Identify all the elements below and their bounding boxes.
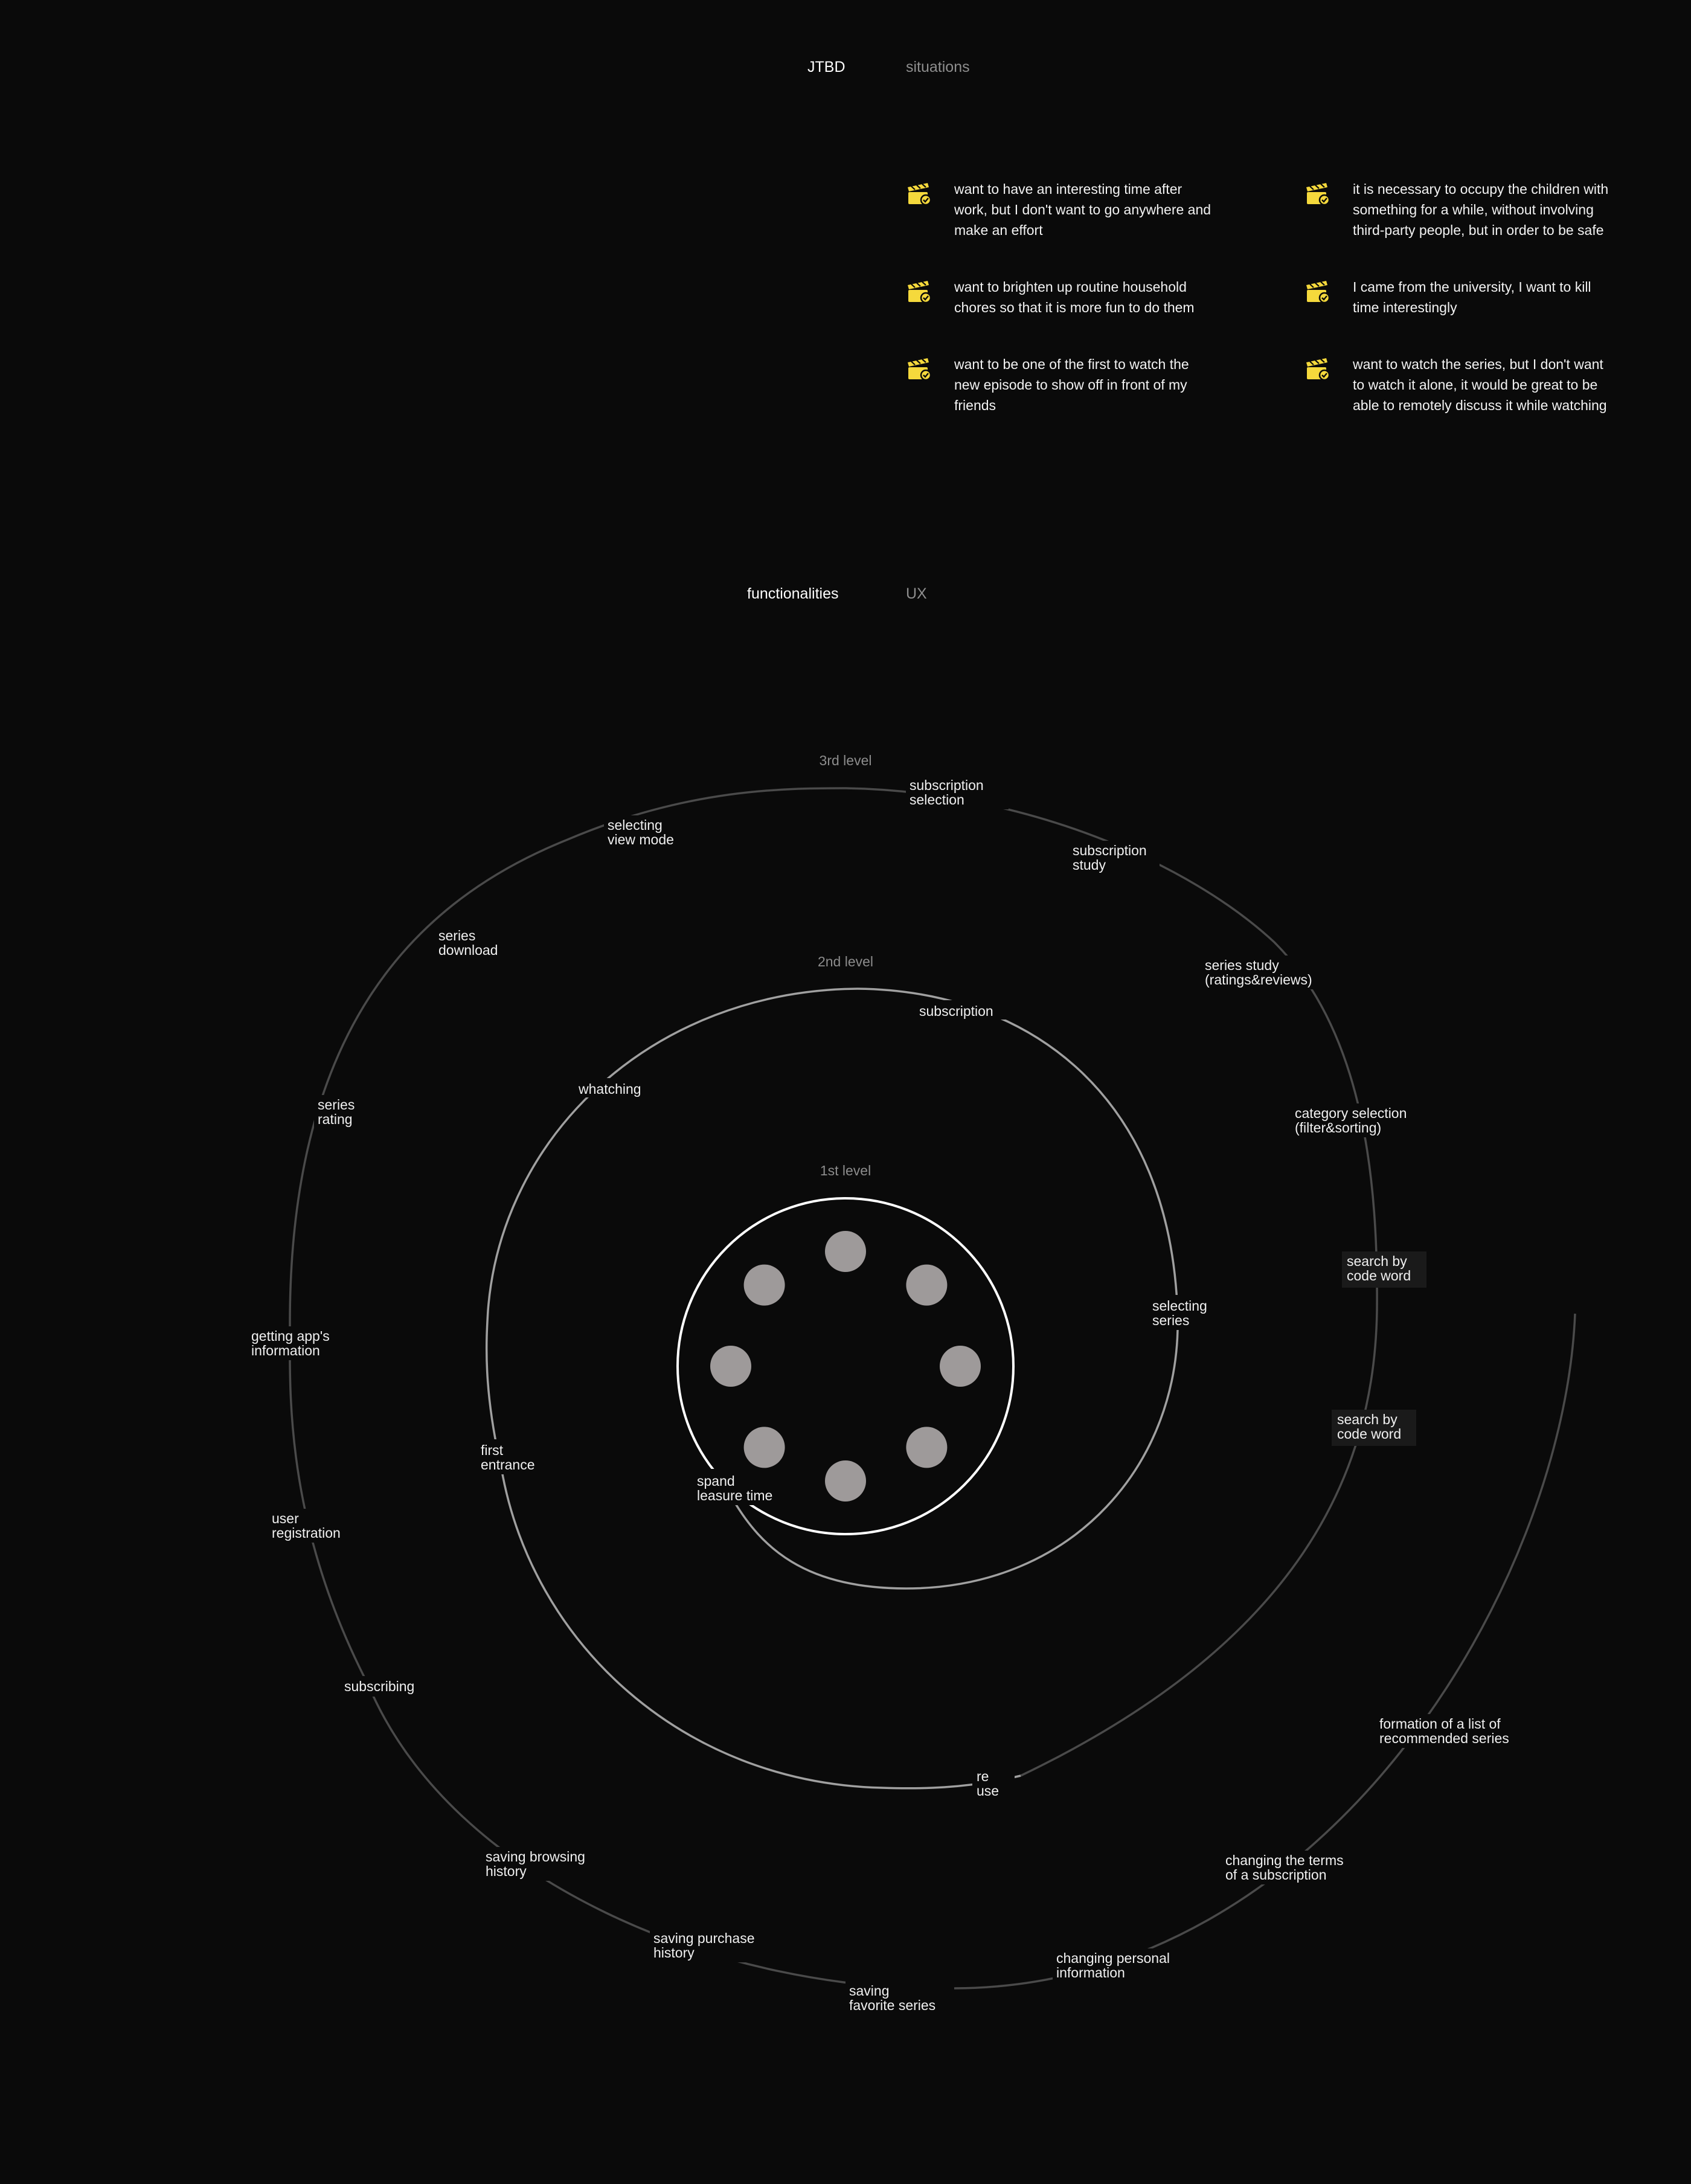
svg-text:recommended series: recommended series [1379, 1730, 1509, 1746]
level2-spiral [487, 989, 1178, 1788]
level3-item [268, 1509, 359, 1543]
svg-text:saving purchase: saving purchase [653, 1930, 755, 1946]
svg-text:selecting: selecting [608, 817, 663, 833]
level1-dot [906, 1265, 947, 1306]
level-title-3: 3rd level [819, 753, 872, 768]
level1-item [695, 1469, 785, 1505]
level1-dot [906, 1427, 947, 1468]
level3-item [846, 1981, 954, 2015]
level2-item [915, 1000, 1008, 1020]
level3-item [1053, 1948, 1186, 1982]
svg-text:spand: spand [697, 1473, 735, 1489]
level3-item [604, 815, 695, 849]
svg-text:first: first [481, 1442, 504, 1458]
level1-dot [825, 1231, 866, 1272]
svg-text:category selection: category selection [1295, 1105, 1407, 1121]
level2-item [575, 1078, 657, 1097]
svg-text:favorite series: favorite series [849, 1997, 936, 2013]
svg-text:selection: selection [910, 792, 964, 808]
svg-text:saving browsing: saving browsing [486, 1849, 585, 1864]
level3-item [650, 1929, 771, 1962]
job-text: want to watch the series, but I don't want to watch it alone, it would be great to be able to remotely discuss it while watching [1353, 356, 1607, 413]
svg-text:subscription: subscription [1073, 843, 1147, 858]
tab-situations[interactable]: situations [906, 59, 970, 75]
level1-dot [710, 1346, 751, 1387]
svg-text:search by: search by [1337, 1412, 1397, 1427]
level1-dot [744, 1427, 785, 1468]
svg-text:download: download [438, 942, 498, 958]
job-text: want to brighten up routine household chores so that it is more fun to do them [954, 279, 1195, 315]
level2-item [1149, 1295, 1215, 1330]
level3-item [1332, 1410, 1416, 1446]
level1-dot [744, 1265, 785, 1306]
svg-text:code word: code word [1347, 1268, 1411, 1283]
svg-text:study: study [1073, 857, 1106, 873]
level3-item [314, 1095, 368, 1129]
svg-text:use: use [977, 1783, 1000, 1799]
svg-text:subscribing: subscribing [344, 1678, 415, 1694]
svg-text:view mode: view mode [608, 832, 674, 847]
svg-text:history: history [486, 1863, 527, 1879]
level-title-1: 1st level [820, 1163, 871, 1178]
level3-item [1376, 1714, 1533, 1748]
svg-text:changing the terms: changing the terms [1225, 1852, 1344, 1868]
level3-item [341, 1676, 431, 1697]
level3-item [1069, 841, 1160, 875]
level3-item [1342, 1251, 1426, 1288]
level-title-2: 2nd level [817, 954, 874, 969]
level3-spiral [290, 788, 1575, 1988]
level3-item [906, 776, 1009, 809]
level3-item [1202, 956, 1335, 989]
svg-text:re: re [977, 1768, 989, 1784]
svg-text:series: series [318, 1097, 355, 1113]
svg-text:search by: search by [1347, 1253, 1407, 1269]
svg-text:history: history [653, 1945, 695, 1961]
svg-text:of a subscription: of a subscription [1225, 1867, 1327, 1883]
tab-functionalities[interactable]: functionalities [747, 585, 839, 602]
job-text: it is necessary to occupy the children with something for a while, without involving third-party people, but in order to be safe [1353, 181, 1609, 238]
tab-jtbd[interactable]: JTBD [807, 59, 846, 75]
svg-text:(filter&sorting): (filter&sorting) [1295, 1120, 1382, 1135]
svg-text:code word: code word [1337, 1426, 1402, 1442]
svg-text:subscription: subscription [919, 1003, 993, 1019]
svg-text:saving: saving [849, 1983, 890, 1999]
level1-dot [940, 1346, 981, 1387]
job-text: I came from the university, I want to kill time interestingly [1353, 279, 1591, 315]
svg-text:entrance: entrance [481, 1457, 535, 1473]
svg-text:series: series [1152, 1312, 1190, 1328]
svg-text:formation of a list of: formation of a list of [1379, 1716, 1501, 1732]
svg-text:leasure time: leasure time [697, 1488, 773, 1503]
svg-text:(ratings&reviews): (ratings&reviews) [1205, 972, 1312, 988]
svg-text:information: information [1056, 1965, 1125, 1980]
svg-text:series: series [438, 928, 476, 943]
level2-item [972, 1767, 1015, 1800]
level3-item [435, 926, 513, 960]
job-text: want to have an interesting time after work, but I don't want to go anywhere and make an effort [954, 181, 1211, 238]
svg-text:whatching: whatching [579, 1081, 641, 1097]
tab-ux[interactable]: UX [906, 585, 927, 602]
svg-text:selecting: selecting [1152, 1298, 1207, 1314]
level3-item [1222, 1851, 1367, 1884]
level1-dot [825, 1460, 866, 1502]
svg-text:user: user [272, 1511, 299, 1526]
level2-item [477, 1439, 545, 1474]
svg-text:subscription: subscription [910, 777, 984, 793]
level3-item [248, 1326, 350, 1360]
svg-text:changing personal: changing personal [1056, 1950, 1170, 1966]
svg-text:registration: registration [272, 1525, 341, 1541]
level3-item [482, 1847, 603, 1881]
svg-text:information: information [251, 1343, 320, 1358]
level3-item [1291, 1103, 1430, 1137]
svg-text:rating: rating [318, 1111, 353, 1127]
job-text: want to be one of the first to watch the new episode to show off in front of my friends [954, 356, 1189, 413]
svg-text:series study: series study [1205, 957, 1279, 973]
svg-text:getting app's: getting app's [251, 1328, 330, 1344]
